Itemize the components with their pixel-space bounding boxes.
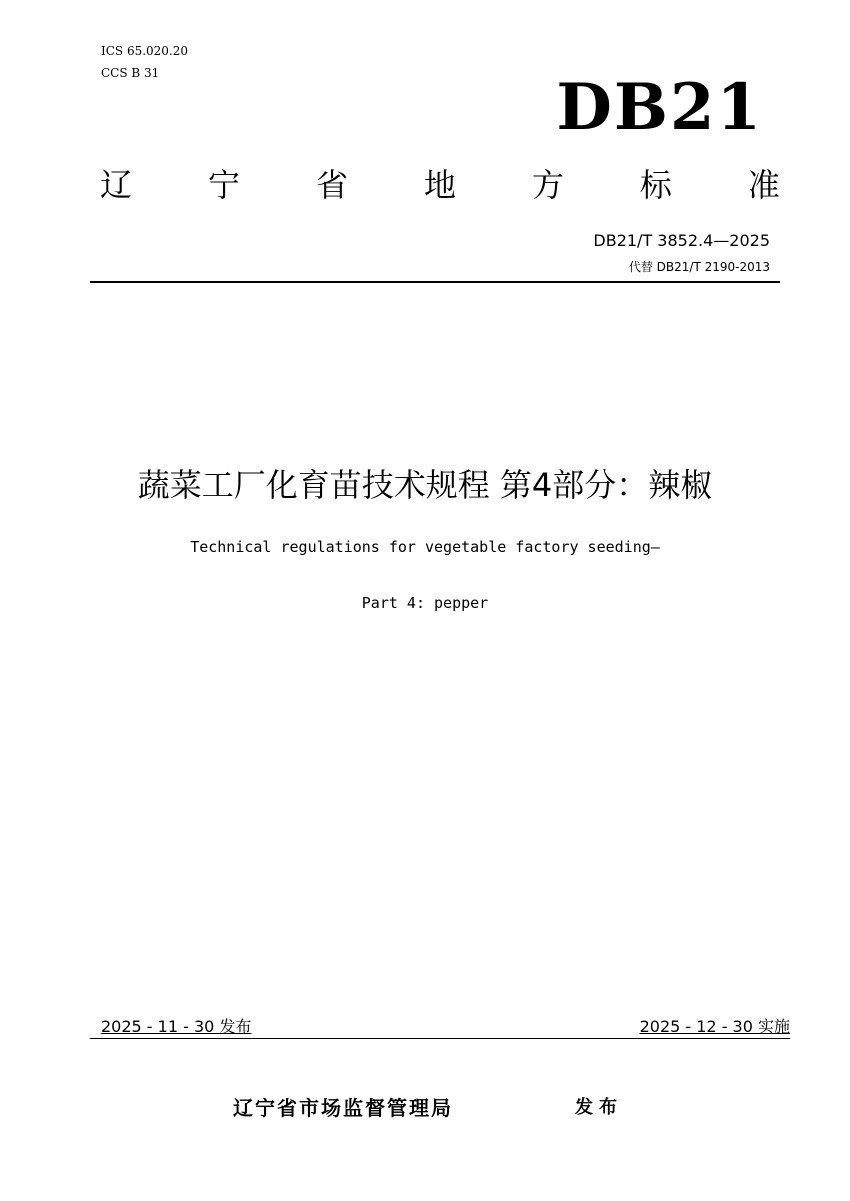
ics-code: ICS 65.020.20	[101, 44, 189, 58]
standard-type-char: 省	[315, 166, 348, 204]
standard-type-char: 标	[639, 166, 672, 204]
standard-code-logo: DB21	[556, 70, 763, 145]
standard-type-heading	[100, 162, 780, 208]
replaces-standard: 代替 DB21/T 2190-2013	[628, 260, 770, 274]
document-title-english-line1: Technical regulations for vegetable factory seeding—	[190, 538, 660, 556]
footer-divider	[90, 1038, 790, 1039]
issue-label: 发布	[575, 1097, 623, 1118]
standard-type-char: 准	[747, 166, 780, 204]
publication-date: 2025 - 11 - 30 发布	[101, 1017, 252, 1036]
issuing-authority: 辽宁省市场监督管理局	[233, 1096, 453, 1120]
document-title-chinese: 蔬菜工厂化育苗技术规程 第4部分：辣椒	[137, 466, 713, 504]
document-title-english-line2: Part 4: pepper	[361, 594, 489, 612]
ccs-code: CCS B 31	[101, 66, 160, 80]
standard-number: DB21/T 3852.4—2025	[593, 231, 770, 250]
header-divider	[90, 281, 780, 283]
implementation-date: 2025 - 12 - 30 实施	[639, 1017, 790, 1036]
standard-type-char: 地	[423, 166, 456, 204]
standard-type-char: 方	[531, 166, 564, 204]
standard-type-char: 宁	[207, 166, 240, 204]
standard-type-char: 辽	[100, 166, 133, 204]
